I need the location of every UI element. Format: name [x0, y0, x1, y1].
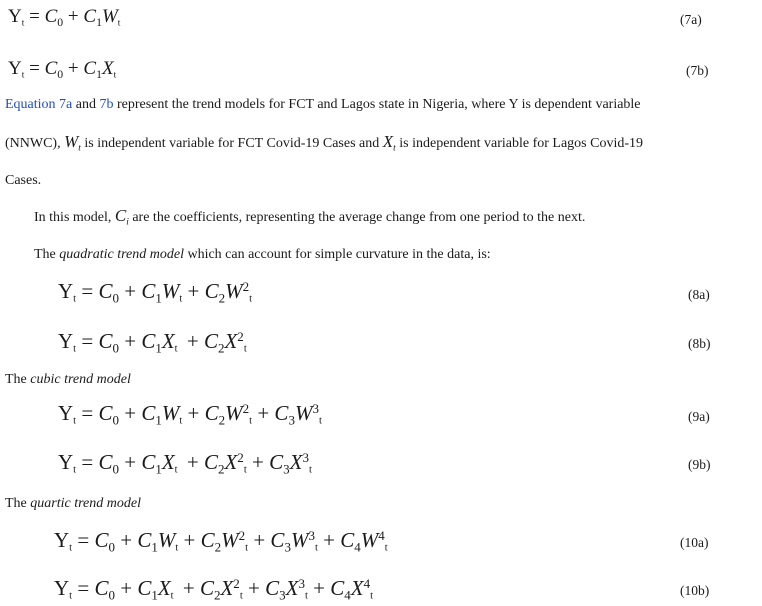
symbol-w-t: $W_t$: [64, 132, 81, 154]
equation-7b-link[interactable]: 7b: [99, 97, 114, 112]
text-nnwc: (NNWC),: [5, 136, 61, 151]
paragraph-line-4: [34, 206, 585, 228]
text-the: The: [34, 247, 60, 262]
text-the: The: [5, 496, 31, 511]
equation-7b: $Y_t = C_0 + C_1X_t$: [8, 58, 117, 82]
text-lagos-cases: is independent variable for Lagos Covid-19: [395, 136, 644, 151]
equation-8b: $Y_t = C_0 + C_1X_t + C_2X^2_t$: [58, 328, 247, 356]
paragraph-line-2: [5, 132, 643, 154]
equation-10b: $Y_t = C_0 + C_1X_t + C_2X^2_t + C_3X^3_t + C_4X^4_t$: [54, 575, 374, 603]
text-represent: represent the trend models for FCT and Lagos state in Nigeria, where Y is dependent variable: [113, 97, 641, 112]
paragraph-line-7: [5, 494, 141, 514]
equation-7a: $Y_t = C_0 + C_1W_t$: [8, 6, 121, 30]
paragraph-line-5: [34, 245, 491, 265]
equation-number-8b: (8b): [688, 336, 711, 351]
text-and: and: [72, 97, 100, 112]
equation-number-10a: (10a): [680, 535, 709, 550]
equation-8a: $Y_t = C_0 + C_1W_t + C_2W^2_t$: [58, 278, 253, 306]
text-fct-cases: is independent variable for FCT Covid-19 Cases and: [80, 136, 380, 151]
equation-number-7a: (7a): [680, 12, 702, 27]
equation-7a-link[interactable]: Equation 7a: [5, 97, 73, 112]
text-coefficients: are the coefficients, representing the average change from one period to the next.: [128, 210, 586, 225]
equation-9a: $Y_t = C_0 + C_1W_t + C_2W^2_t + C_3W^3_t$: [58, 400, 322, 428]
equation-number-7b: (7b): [686, 63, 709, 78]
equation-number-8a: (8a): [688, 287, 710, 302]
paragraph-line-3: Cases.: [5, 173, 42, 188]
text-the: The: [5, 372, 31, 387]
symbol-x-t: $X_t$: [382, 132, 396, 154]
equation-number-9a: (9a): [688, 409, 710, 424]
equation-number-9b: (9b): [688, 457, 711, 472]
text-curvature: which can account for simple curvature in the data, is:: [183, 247, 491, 262]
equation-number-10b: (10b): [680, 583, 710, 598]
equation-10a: $Y_t = C_0 + C_1W_t + C_2W^2_t + C_3W^3_t + C_4W^4_t$: [54, 527, 388, 555]
symbol-c-i: $C_i$: [114, 206, 129, 228]
equation-9b: $Y_t = C_0 + C_1X_t + C_2X^2_t + C_3X^3_t$: [58, 449, 312, 477]
quartic-term: quartic trend model: [30, 496, 141, 511]
cubic-term: cubic trend model: [30, 372, 131, 387]
quadratic-term: quadratic trend model: [59, 247, 184, 262]
paragraph-line-1: [5, 95, 641, 115]
text-in-this-model: In this model,: [34, 210, 112, 225]
paragraph-line-6: [5, 370, 131, 390]
